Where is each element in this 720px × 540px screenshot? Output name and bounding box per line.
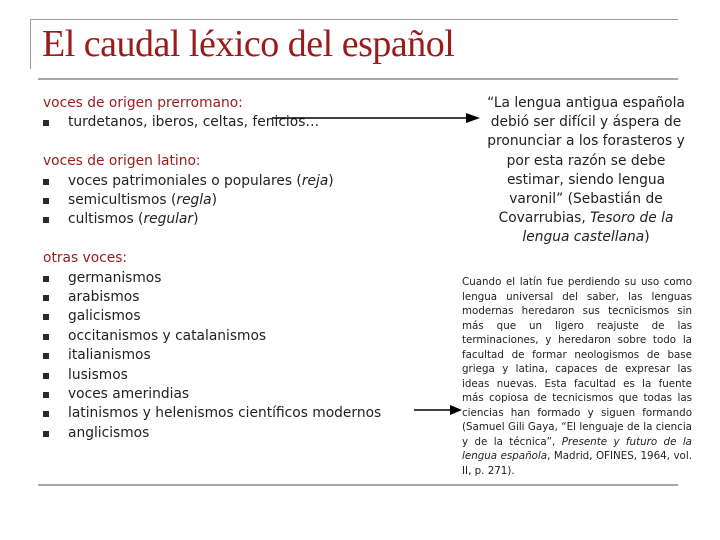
group-latino: [43, 152, 403, 230]
square-bullet-icon: [43, 120, 49, 126]
list-item-text: italianismos: [68, 347, 151, 364]
example-word: reja: [301, 172, 329, 189]
paren-close: ): [328, 172, 334, 189]
right-arrow-icon: [412, 403, 464, 417]
list-item-text: turdetanos, iberos, celtas, fenicios…: [68, 114, 320, 131]
square-bullet-icon: [43, 217, 49, 223]
list-item-text: germanismos: [68, 269, 162, 286]
example-word: regular: [143, 211, 194, 228]
covarrubias-quote: [480, 94, 692, 248]
square-bullet-icon: [43, 411, 49, 417]
quote-text: “La lengua antigua española debió ser difícil y áspera de pronunciar a los forasteros y por esta razón se debe estimar, siendo lengua varonil”: [487, 95, 685, 208]
list-item: [43, 424, 403, 443]
title-frame-left: [30, 19, 31, 69]
list-item: [43, 288, 403, 307]
gili-gaya-paragraph: [462, 275, 692, 478]
list-item: [43, 172, 403, 191]
square-bullet-icon: [43, 353, 49, 359]
list-item-text: occitanismos y catalanismos: [68, 327, 267, 344]
paragraph-book-title: Presente y futuro de la lengua española: [462, 435, 692, 462]
list-item: [43, 191, 403, 210]
square-bullet-icon: [43, 179, 49, 185]
list-item-text: latinismos y helenismos científicos modernos: [68, 405, 382, 422]
slide-title: El caudal léxico del español: [42, 23, 455, 65]
list-item-text: lusismos: [68, 366, 128, 383]
group-otras: [43, 249, 403, 443]
list-item-text: semicultismos (: [68, 192, 177, 209]
paren-close: ): [211, 192, 217, 209]
square-bullet-icon: [43, 198, 49, 204]
square-bullet-icon: [43, 392, 49, 398]
list-item: [43, 210, 403, 229]
group-heading: voces de origen latino:: [43, 153, 201, 170]
group-heading: otras voces:: [43, 250, 128, 267]
group-heading: voces de origen prerromano:: [43, 95, 243, 111]
title-underline: [38, 78, 678, 80]
list-item-text: galicismos: [68, 308, 141, 325]
example-word: regla: [176, 192, 212, 209]
list-item-text: voces amerindias: [68, 386, 190, 403]
list-item: [43, 269, 403, 288]
square-bullet-icon: [43, 276, 49, 282]
quote-source: (Sebastián de Covarrubias,: [498, 191, 663, 227]
square-bullet-icon: [43, 314, 49, 320]
title-frame-top: [30, 19, 678, 20]
quote-book-title: Tesoro de la lengua castellana: [522, 210, 674, 246]
list-item: [43, 327, 403, 346]
list-item: [43, 404, 403, 423]
square-bullet-icon: [43, 373, 49, 379]
paragraph-tail: , Madrid, OFINES, 1964, vol. II, p. 271).: [462, 450, 692, 477]
quote-source-close: ): [644, 229, 650, 246]
paragraph-text: Cuando el latín fue perdiendo su uso como lengua universal del saber, las lenguas modernas heredaron sus tecnicismos sin más que un ligero reajuste de las terminaciones, y heredaron sobre todo la facultad de formar neologismos de base griega y latina, capaces de expresar las ideas nuevas. Esta facultad es la fuente más copiosa de tecnicismos que todas las ciencias han formado y siguen formando (Samuel Gili Gaya, “El lenguaje de la ciencia y de la técnica”,: [462, 276, 692, 448]
list-item-text: anglicismos: [68, 424, 150, 441]
square-bullet-icon: [43, 431, 49, 437]
paren-close: ): [193, 211, 199, 228]
list-item-text: arabismos: [68, 289, 140, 306]
square-bullet-icon: [43, 295, 49, 301]
square-bullet-icon: [43, 334, 49, 340]
right-arrow-icon: [270, 111, 482, 125]
list-item: [43, 366, 403, 385]
list-item-text: voces patrimoniales o populares (: [68, 172, 302, 189]
list-item: [43, 307, 403, 326]
lexicon-list: [43, 94, 403, 463]
list-item: [43, 346, 403, 365]
bottom-rule: [38, 484, 678, 486]
list-item-text: cultismos (: [68, 211, 144, 228]
list-item: [43, 385, 403, 404]
